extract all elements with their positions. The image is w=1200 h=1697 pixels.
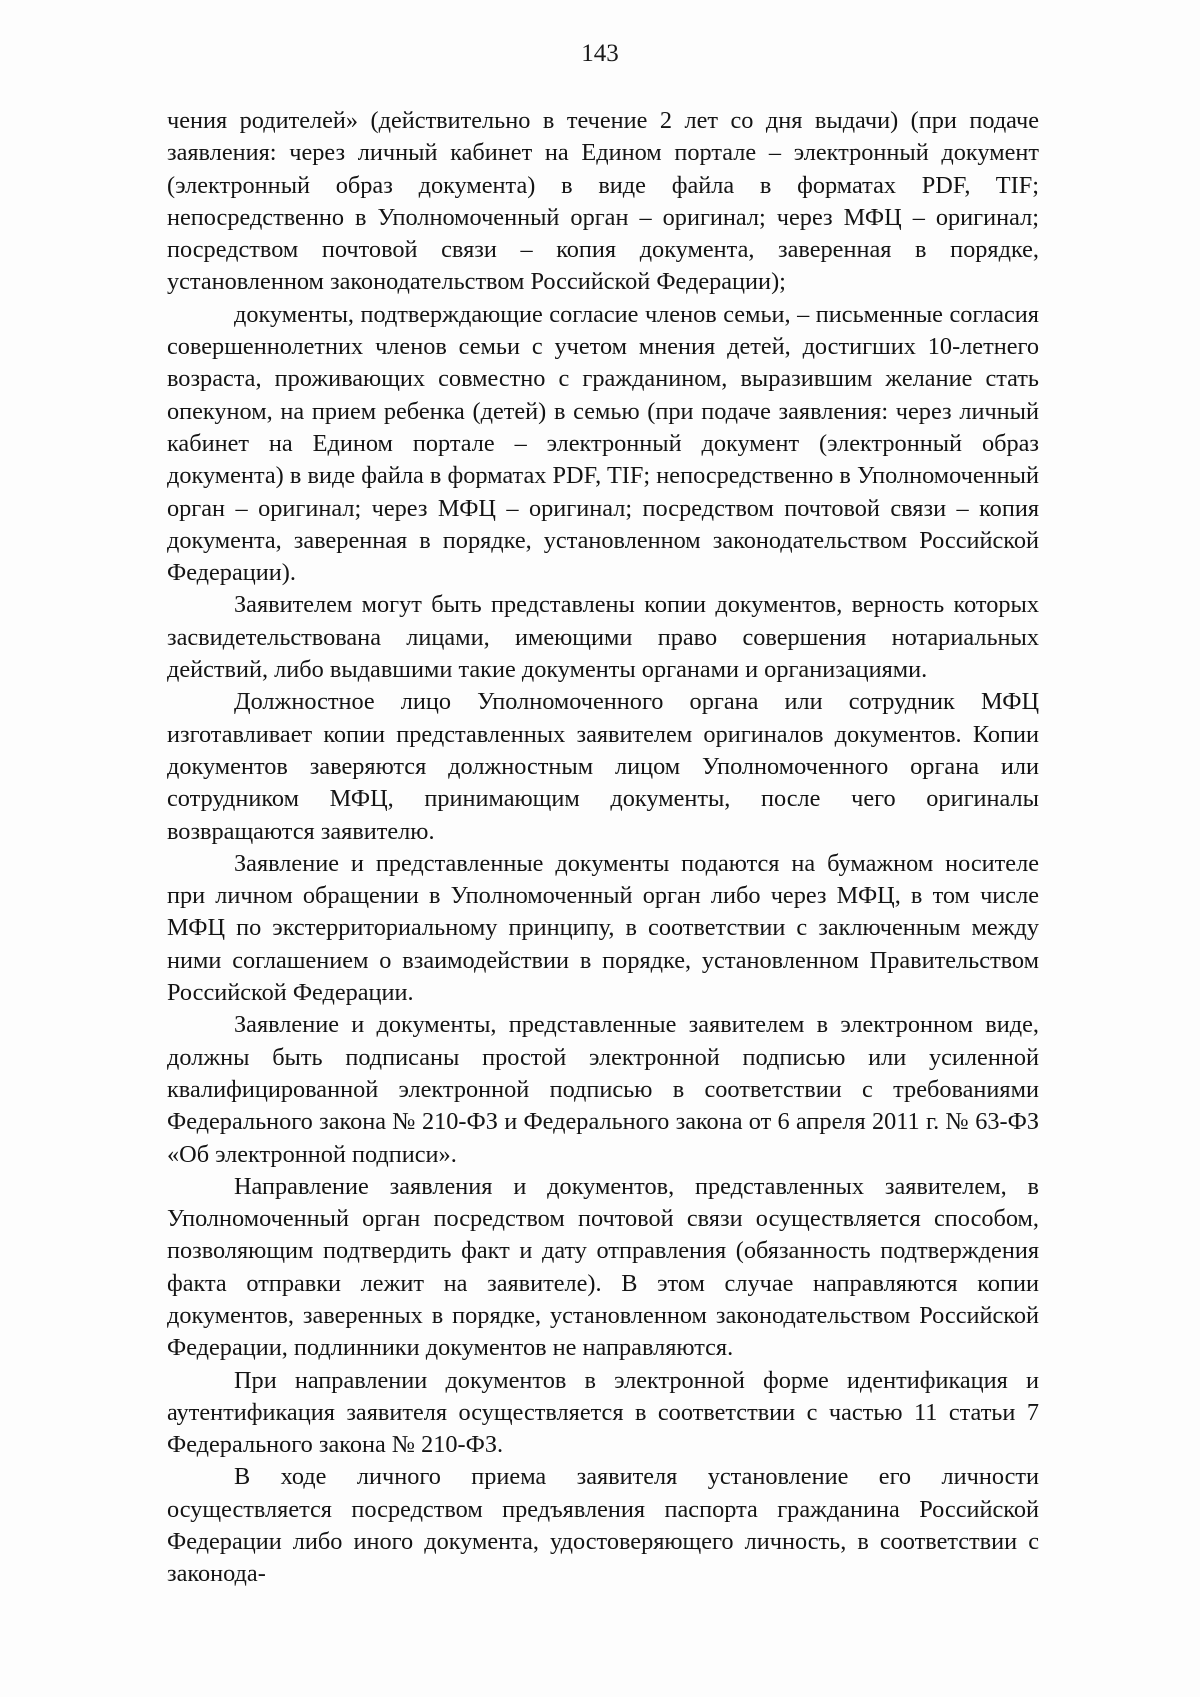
paragraph: При направлении документов в электронной форме идентификация и аутентификация заявителя осуществляется в соответствии с частью 11 статьи 7 Федерального закона № 210-ФЗ. bbox=[167, 1366, 1039, 1459]
paragraph: Направление заявления и документов, представленных заявителем, в Уполномоченный орган посредством почтовой связи осуществляется способом, позволяющим подтвердить факт и дату отправления (обязанность подтверждения факта отправки лежит на заявителе). В этом случае направляются копии документов, заверенных в порядке, установленном законодательством Российской Федерации, подлинники документов не направляются. bbox=[167, 1172, 1039, 1362]
paragraph: Заявление и документы, представленные заявителем в электронном виде, должны быть подписаны простой электронной подписью или усиленной квалифицированной электронной подписью в соответствии с требованиями Федерального закона № 210-ФЗ и Федерального закона от 6 апреля 2011 г. № 63-ФЗ «Об электронной подписи». bbox=[167, 1011, 1039, 1168]
paragraph: В ходе личного приема заявителя установление его личности осуществляется посредством предъявления паспорта гражданина Российской Федерации либо иного документа, удостоверяющего личность, в соответствии с законода- bbox=[167, 1463, 1039, 1588]
paragraph: чения родителей» (действительно в течение 2 лет со дня выдачи) (при подаче заявления: через личный кабинет на Едином портале – электронный документ (электронный образ документа) в виде файла в форматах PDF, TIF; непосредственно в Уполномоченный орган – оригинал; через МФЦ – оригинал; посредством почтовой связи – копия документа, заверенная в порядке, установленном законодательством Российской Федерации); bbox=[167, 107, 1039, 296]
paragraph: Должностное лицо Уполномоченного органа или сотрудник МФЦ изготавливает копии представленных заявителем оригиналов документов. Копии документов заверяются должностным лицом Уполномоченного органа или сотрудником МФЦ, принимающим документы, после чего оригиналы возвращаются заявителю. bbox=[167, 688, 1039, 845]
document-body bbox=[167, 105, 1039, 1591]
paragraph: документы, подтверждающие согласие членов семьи, – письменные согласия совершеннолетних членов семьи с учетом мнения детей, достигших 10-летнего возраста, проживающих совместно с гражданином, выразившим желание стать опекуном, на прием ребенка (детей) в семью (при подаче заявления: через личный кабинет на Едином портале – электронный документ (электронный образ документа) в виде файла в форматах PDF, TIF; непосредственно в Уполномоченный орган – оригинал; через МФЦ – оригинал; посредством почтовой связи – копия документа, заверенная в порядке, установленном законодательством Российской Федерации). bbox=[167, 300, 1039, 587]
paragraph: Заявление и представленные документы подаются на бумажном носителе при личном обращении в Уполномоченный орган либо через МФЦ, в том числе МФЦ по экстерриториальному принципу, в соответствии с заключенным между ними соглашением о взаимодействии в порядке, установленном Правительством Российской Федерации. bbox=[167, 849, 1039, 1007]
page-number: 143 bbox=[581, 40, 619, 67]
paragraph: Заявителем могут быть представлены копии документов, верность которых засвидетельствована лицами, имеющими право совершения нотариальных действий, либо выдавшими такие документы органами и организациями. bbox=[167, 591, 1039, 684]
